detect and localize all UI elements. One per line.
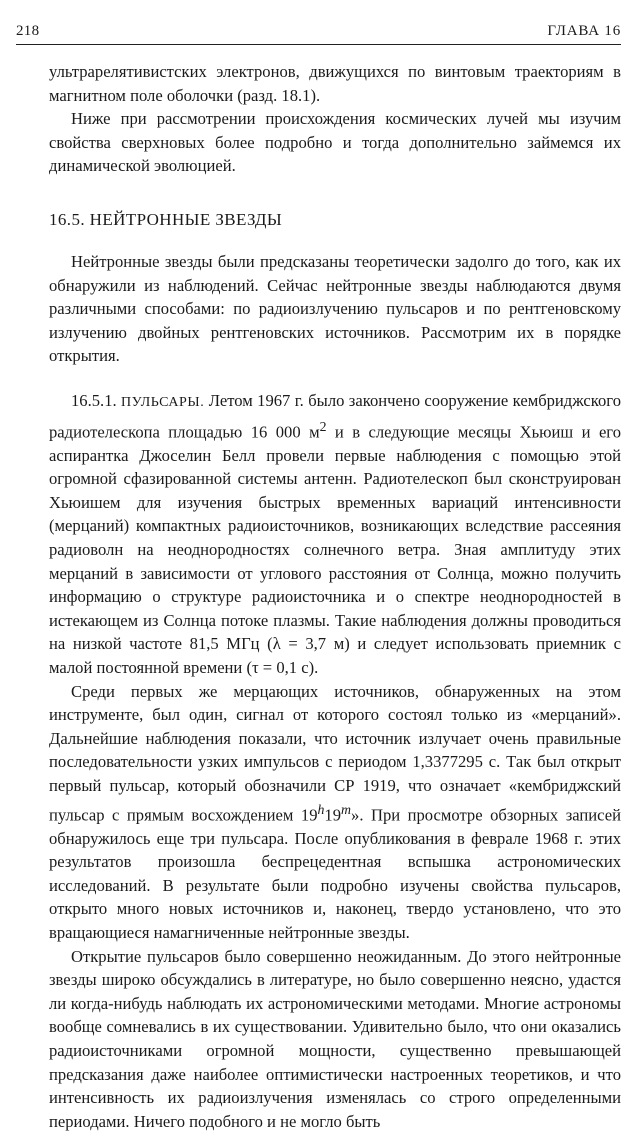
chapter-label: ГЛАВА 16 — [547, 23, 621, 39]
page-number: 218 — [16, 23, 40, 39]
subsection-text-1a: Летом 1967 г. было закончено сооружение кембриджского радиотелескопа площадью 16 000 м — [49, 390, 621, 442]
superscript-squared: 2 — [319, 418, 327, 434]
ra-minutes-value: 19 — [324, 805, 342, 825]
subsection-title: ПУЛЬСАРЫ. — [121, 394, 205, 410]
running-head — [16, 18, 621, 40]
subsection-text-1b: и в следующие месяцы Хьюиш и его аспирантка Джоселин Белл провели первые наблюдения с помощью этой огромной сфазированной системы антенн. Радиотелескоп был сконструирован Хьюишем для изучения быстрых временных вариаций интенсивности (мерцаний) компактных радиоисточников, возникающих вследствие рассеяния радиоволн на неоднородностях солнечного ветра. Зная амплитуду этих мерцаний в зависимости от углового расстояния от Солнца, можно получить информацию о структуре радиоисточника и о спектре неоднородностей в истекающем из Солнца потоке плазмы. Такие наблюдения должны проводиться на низкой частоте 81,5 МГц (λ = 3,7 м) и следует использовать приемник с малой постоянной времени (τ = 0,1 с). — [49, 422, 622, 677]
intro-paragraph-1: ультрарелятивистских электронов, движущихся по винтовым траекториям в магнитном поле оболочки (разд. 18.1). — [49, 62, 621, 105]
superscript-minutes: m — [341, 801, 352, 817]
intro-paragraph-2: Ниже при рассмотрении происхождения космических лучей мы изучим свойства сверхновых более подробно и тогда дополнительно займемся их динамической эволюцией. — [49, 109, 621, 176]
section-heading: 16.5. НЕЙТРОННЫЕ ЗВЕЗДЫ — [49, 209, 283, 229]
subsection-text-2b: ». При просмотре обзорных записей обнаружилось еще три пульсара. После опубликования в феврале 1968 г. этих результатов произошла беспрецедентная вспышка астрономических исследований. В результате были подробно изучены свойства пульсаров, открыто много новых источников и, наконец, твердо установлено, что это вращающиеся намагниченные нейтронные звезды. — [49, 805, 621, 943]
subsection-paragraph-1 — [49, 389, 621, 680]
subsection-number: 16.5.1. — [71, 390, 117, 410]
page-body — [49, 60, 621, 1133]
section-paragraph-1: Нейтронные звезды были предсказаны теоретически задолго до того, как их обнаружили из наблюдений. Сейчас нейтронные звезды наблюдаются двумя различными способами: по радиоизлучению пульсаров и по рентгеновскому излучению двойных рентгеновских источников. Рассмотрим их в порядке открытия. — [49, 251, 621, 366]
subsection-paragraph-3: Открытие пульсаров было совершенно неожиданным. До этого нейтронные звезды широко обсуждались в литературе, но было совершенно неясно, удастся ли когда-нибудь наблюдать их астрономическими методами. Многие астрономы вообще сомневались в их существовании. Удивительно было, что они оказались радиоисточниками огромной мощности, существенно превышающей предсказания даже наиболее оптимистически настроенных теоретиков, и что интенсивность их радиоизлучения изменялась со строго определенными периодами. Ничего подобного и не могло быть — [49, 946, 621, 1131]
subsection-paragraph-2 — [49, 680, 621, 945]
superscript-hours: h — [317, 801, 325, 817]
header-rule — [16, 44, 621, 45]
subsection-text-2a: Среди первых же мерцающих источников, обнаруженных на этом инструменте, был один, сигнал от которого состоял только из «мерцаний». Дальнейшие наблюдения показали, что источник излучает очень правильные последовательности узких импульсов с периодом 1,3377295 с. Так был открыт первый пульсар, который обозначили СР 1919, что означает «кембриджский пульсар с прямым восхождением 19 — [49, 681, 621, 825]
